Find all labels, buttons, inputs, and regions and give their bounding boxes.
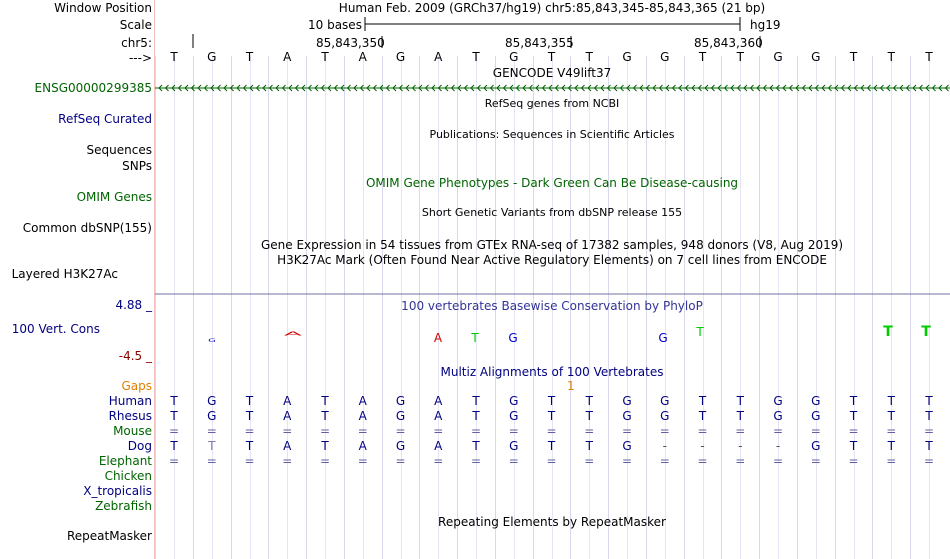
chrom-label: chr5: <box>121 36 152 50</box>
alignment-base: = <box>319 454 331 468</box>
alignment-base: G <box>773 394 783 408</box>
vert-cons-label[interactable]: 100 Vert. Cons <box>11 322 100 336</box>
svg-text:G: G <box>208 337 216 344</box>
alignment-base: G <box>509 409 519 423</box>
sequence-base: G <box>811 50 821 64</box>
alignment-base: G <box>811 394 821 408</box>
species-label-dog[interactable]: Dog <box>127 439 152 453</box>
alignment-base: T <box>736 394 744 408</box>
cons-max-label: 4.88 _ <box>115 298 152 312</box>
scale-bar-label: 10 bases <box>308 18 362 32</box>
species-label-zebrafish[interactable]: Zebrafish <box>95 499 152 513</box>
scale-label: Scale <box>119 18 152 32</box>
alignment-base: G <box>395 409 406 423</box>
alignment-base: = <box>357 424 368 438</box>
alignment-base: T <box>547 394 556 408</box>
alignment-base: = <box>319 424 331 438</box>
alignment-base: T <box>245 394 254 408</box>
alignment-base: = <box>772 454 784 468</box>
alignment-base: = <box>848 454 859 468</box>
alignment-base: = <box>621 454 633 468</box>
tracks-data-panel[interactable] <box>155 0 950 559</box>
alignment-base: A <box>283 439 292 453</box>
svg-text:T: T <box>696 325 704 339</box>
alignment-base: = <box>168 424 180 438</box>
alignment-base: T <box>849 409 858 423</box>
window-position-text: Human Feb. 2009 (GRCh37/hg19) chr5:85,843,345-85,843,365 (21 bp) <box>338 1 766 15</box>
alignment-base: A <box>358 439 367 453</box>
alignment-base: = <box>621 424 633 438</box>
conservation-top-line <box>155 293 950 295</box>
alignment-base: T <box>585 394 593 408</box>
alignment-base: = <box>697 454 708 468</box>
alignment-base: A <box>283 409 292 423</box>
alignment-base: T <box>887 394 895 408</box>
gaps-label: Gaps <box>121 379 152 393</box>
alignment-base: - <box>775 439 781 453</box>
alignment-base: T <box>925 394 933 408</box>
alignment-base: = <box>244 454 255 468</box>
alignment-base: A <box>358 409 367 423</box>
omim-genes-label[interactable]: OMIM Genes <box>76 190 152 204</box>
alignment-base: = <box>357 454 368 468</box>
sequence-base: T <box>245 50 254 64</box>
alignment-base: = <box>886 424 897 438</box>
sequence-base: A <box>358 50 367 64</box>
h3k27ac-track-title: H3K27Ac Mark (Often Found Near Active Regulatory Elements) on 7 cell lines from ENCODE <box>277 253 827 267</box>
sequence-base: T <box>170 50 178 64</box>
alignment-base: T <box>887 409 895 423</box>
alignment-base: = <box>282 454 293 468</box>
alignment-base: T <box>472 439 480 453</box>
alignment-base: G <box>622 409 632 423</box>
alignment-base: = <box>735 424 746 438</box>
alignment-base: G <box>660 394 670 408</box>
species-label-human[interactable]: Human <box>108 394 152 408</box>
snps-label[interactable]: SNPs <box>122 159 152 173</box>
alignment-base: G <box>622 439 632 453</box>
alignment-base: A <box>434 409 443 423</box>
repeatmasker-track-title: Repeating Elements by RepeatMasker <box>438 515 666 529</box>
chrom-tick-2: 85,843,355 <box>505 36 574 50</box>
alignment-base: G <box>811 409 821 423</box>
layered-h3k27ac-label[interactable]: Layered H3K27Ac <box>11 267 118 281</box>
alignment-base: = <box>848 424 859 438</box>
alignment-base: = <box>395 454 406 468</box>
species-label-rhesus[interactable]: Rhesus <box>108 409 152 423</box>
svg-text:G: G <box>508 331 518 345</box>
sequence-base: T <box>736 50 744 64</box>
alignment-base: T <box>849 394 858 408</box>
alignment-base: G <box>811 439 821 453</box>
gap-count: 1 <box>567 379 575 393</box>
alignment-base: A <box>283 394 292 408</box>
sequence-base: A <box>434 50 443 64</box>
alignment-base: G <box>622 394 632 408</box>
sequence-base: T <box>925 50 933 64</box>
alignment-base: = <box>433 424 444 438</box>
repeatmasker-label[interactable]: RepeatMasker <box>66 529 152 543</box>
alignment-base: T <box>736 409 744 423</box>
refseq-track-title: RefSeq genes from NCBI <box>484 97 620 110</box>
alignment-base: G <box>773 409 783 423</box>
alignment-base: T <box>170 394 178 408</box>
alignment-base: = <box>508 454 519 468</box>
alignment-base: = <box>395 424 406 438</box>
alignment-base: T <box>245 439 254 453</box>
alignment-base: G <box>509 394 519 408</box>
alignment-base: - <box>662 439 667 453</box>
svg-text:T: T <box>471 331 479 345</box>
sequence-base: T <box>547 50 556 64</box>
alignment-base: = <box>584 424 595 438</box>
track-labels-panel <box>0 0 154 559</box>
alignment-base: T <box>472 394 480 408</box>
gtex-track-title: Gene Expression in 54 tissues from GTEx RNA-seq of 17382 samples, 948 donors (V8, Aug 2019) <box>260 238 844 252</box>
alignment-base: = <box>244 424 255 438</box>
alignment-base: A <box>358 394 367 408</box>
sequence-base: G <box>660 50 670 64</box>
alignment-base: = <box>546 454 557 468</box>
alignment-base: T <box>887 439 895 453</box>
alignment-base: A <box>434 394 443 408</box>
cons-min-label: -4.5 _ <box>118 349 152 363</box>
alignment-base: T <box>321 409 329 423</box>
svg-text:A: A <box>283 331 302 337</box>
alignment-base: G <box>395 394 406 408</box>
alignment-base: G <box>395 439 406 453</box>
alignment-base: T <box>321 439 329 453</box>
refseq-curated-label[interactable]: RefSeq Curated <box>58 112 152 126</box>
svg-text:T: T <box>921 324 931 340</box>
sequence-base: G <box>773 50 783 64</box>
alignment-base: = <box>923 454 935 468</box>
alignment-base: G <box>207 409 217 423</box>
sequence-base: T <box>887 50 895 64</box>
alignment-base: G <box>207 394 217 408</box>
alignment-base: T <box>547 439 556 453</box>
gencode-track-title: GENCODE V49lift37 <box>492 66 612 80</box>
sequence-base: A <box>283 50 292 64</box>
alignment-base: - <box>738 439 743 453</box>
alignment-base: = <box>810 454 821 468</box>
alignment-base: = <box>206 424 217 438</box>
species-label-x-tropicalis[interactable]: X_tropicalis <box>83 484 152 498</box>
sequence-base: T <box>321 50 329 64</box>
sequence-base: G <box>509 50 519 64</box>
alignment-base: T <box>472 409 480 423</box>
alignment-base: = <box>923 424 935 438</box>
alignment-base: = <box>886 454 897 468</box>
sequence-base: T <box>472 50 480 64</box>
alignment-base: = <box>168 454 180 468</box>
alignment-base: T <box>547 409 556 423</box>
sequence-base: T <box>585 50 593 64</box>
alignment-base: G <box>660 409 670 423</box>
scale-assembly: hg19 <box>750 18 781 32</box>
alignment-base: T <box>925 439 933 453</box>
sequence-base: G <box>622 50 632 64</box>
svg-text:G: G <box>658 331 668 345</box>
species-label-elephant[interactable]: Elephant <box>98 454 152 468</box>
conservation-logo <box>155 322 950 348</box>
alignment-base: - <box>700 439 705 453</box>
alignment-base: T <box>208 439 216 453</box>
alignment-base: = <box>659 424 670 438</box>
alignment-base: T <box>698 409 707 423</box>
alignment-base: T <box>585 409 593 423</box>
chrom-tick-3: 85,843,360 <box>694 36 763 50</box>
alignment-base: G <box>509 439 519 453</box>
alignment-base: T <box>925 409 933 423</box>
species-label-chicken[interactable]: Chicken <box>104 469 152 483</box>
alignment-base: = <box>659 454 670 468</box>
species-label-mouse[interactable]: Mouse <box>113 424 152 438</box>
alignment-base: A <box>434 439 443 453</box>
gene-label-ensg[interactable]: ENSG00000299385 <box>34 81 152 95</box>
alignment-base: = <box>546 424 557 438</box>
sequence-base: G <box>207 50 217 64</box>
alignment-base: T <box>585 439 593 453</box>
alignment-base: = <box>735 454 746 468</box>
sequence-base: G <box>395 50 406 64</box>
alignment-base: = <box>508 424 519 438</box>
alignment-base: = <box>282 424 293 438</box>
publications-track-title: Publications: Sequences in Scientific Articles <box>429 128 675 141</box>
alignment-base: T <box>321 394 329 408</box>
alignment-base: T <box>245 409 254 423</box>
alignment-base: = <box>772 424 784 438</box>
svg-text:A: A <box>433 331 443 345</box>
gencode-gene-line[interactable] <box>155 80 950 96</box>
chrom-tick-1: 85,843,350 <box>316 36 385 50</box>
alignment-base: = <box>470 424 482 438</box>
dbsnp-track-title: Short Genetic Variants from dbSNP release 155 <box>421 206 683 219</box>
alignment-base: = <box>810 424 821 438</box>
window-position-label: Window Position <box>54 1 152 15</box>
svg-text:T: T <box>883 324 893 340</box>
alignment-base: T <box>170 439 178 453</box>
alignment-base: T <box>170 409 178 423</box>
alignment-base: = <box>584 454 595 468</box>
sequences-label[interactable]: Sequences <box>86 143 152 157</box>
alignment-base: = <box>697 424 708 438</box>
alignment-base: T <box>698 394 707 408</box>
multiz-track-title: Multiz Alignments of 100 Vertebrates <box>440 365 664 379</box>
common-dbsnp-label[interactable]: Common dbSNP(155) <box>22 221 152 235</box>
strand-label: ---> <box>128 51 152 65</box>
alignment-base: = <box>470 454 482 468</box>
alignment-base: T <box>849 439 858 453</box>
conservation-track-title: 100 vertebrates Basewise Conservation by PhyloP <box>401 299 703 313</box>
sequence-base: T <box>849 50 858 64</box>
omim-track-title: OMIM Gene Phenotypes - Dark Green Can Be Disease-causing <box>365 176 739 190</box>
sequence-base: T <box>698 50 707 64</box>
alignment-base: = <box>206 454 217 468</box>
alignment-base: = <box>433 454 444 468</box>
